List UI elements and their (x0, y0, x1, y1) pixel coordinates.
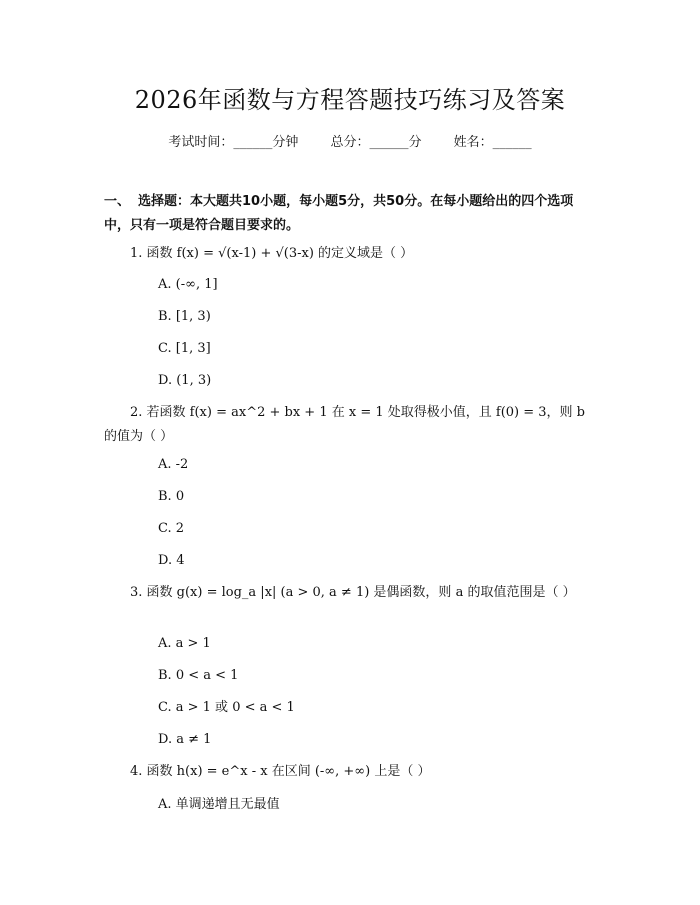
question-4: 4. 函数 h(x) = e^x - x 在区间 (-∞, +∞) 上是（ ） (130, 764, 431, 779)
question-1-option-a: A. (-∞, 1] (158, 277, 218, 292)
question-2-option-a: A. -2 (158, 457, 189, 472)
section-instructions: 选择题：本大题共10小题，每小题5分，共50分。在每小题给出的四个选项中，只有一项是符合题目要求的。 (104, 194, 574, 233)
total-score-field: 总分：______分 (330, 135, 422, 150)
question-2: 2. 若函数 f(x) = ax^2 + bx + 1 在 x = 1 处取得极小值，且 f(0) = 3，则 b 的值为（ ） (104, 405, 585, 444)
question-1-option-d: D. (1, 3) (158, 373, 212, 388)
section-number: 一、 (104, 194, 131, 209)
exam-meta (0, 131, 700, 150)
question-1-option-c: C. [1, 3] (158, 341, 211, 356)
question-4-option-a: A. 单调递增且无最值 (158, 797, 280, 812)
student-name-field: 姓名：______ (453, 135, 532, 150)
question-2-option-c: C. 2 (158, 521, 185, 536)
question-1-option-b: B. [1, 3) (158, 309, 211, 324)
question-1: 1. 函数 f(x) = √(x-1) + √(3-x) 的定义域是（ ） (130, 246, 414, 261)
page-title: 2026年函数与方程答题技巧练习及答案 (134, 86, 566, 114)
section-heading (104, 190, 599, 238)
question-2-option-b: B. 0 (158, 489, 185, 504)
question-3-option-c: C. a > 1 或 0 < a < 1 (158, 700, 295, 715)
question-3-option-a: A. a > 1 (158, 636, 211, 651)
question-2-option-d: D. 4 (158, 553, 185, 568)
question-3-option-b: B. 0 < a < 1 (158, 668, 239, 683)
question-3-option-d: D. a ≠ 1 (158, 732, 212, 747)
question-3: 3. 函数 g(x) = log_a |x| (a > 0, a ≠ 1) 是偶函数，则 a 的取值范围是（ ） (130, 585, 576, 600)
exam-time-field: 考试时间：______分钟 (168, 135, 299, 150)
